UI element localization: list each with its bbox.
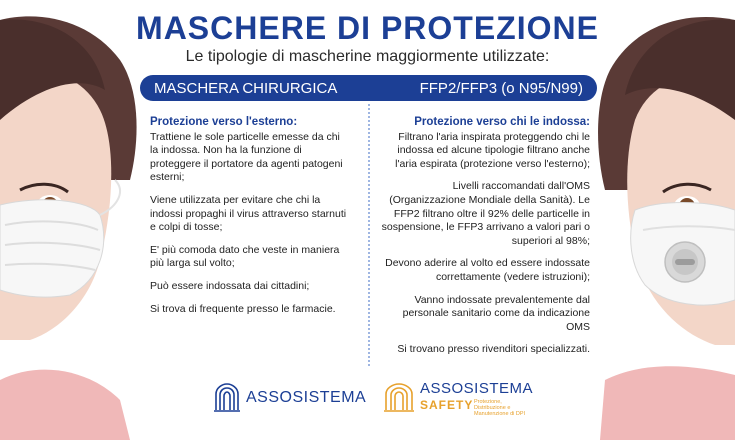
column-divider [368, 104, 370, 366]
surgical-paragraph-4: Può essere indossata dai cittadini; [150, 279, 310, 292]
assosistema-safety-mark-icon [382, 380, 416, 414]
ffp-paragraph-4: Vanno indossate prevalentemente dal personale sanitario come da indicazione OMS [402, 293, 590, 333]
assosistema-logo-text: ASSOSISTEMA [246, 389, 367, 406]
ffp-mask-heading: Protezione verso chi le indossa: [414, 116, 590, 128]
ffp-paragraph-5: Si trovano presso rivenditori specializzati. [397, 343, 590, 356]
surgical-paragraph-3: E' più comoda dato che veste in maniera più larga sul volto; [150, 243, 340, 270]
assosistema-logo [212, 380, 367, 414]
safety-tagline: Protezione, Distribuzione e Manutenzione di DPI [474, 399, 526, 417]
ffp-paragraph-1: Filtrano l'aria inspirata proteggendo chi le indossa ed alcune tipologie filtrano anche l'aria espirata (protezione verso l'esterno); [395, 130, 590, 170]
surgical-paragraph-1: Trattiene le sole particelle emesse da chi la indossa. Non ha la funzione di proteggere il portatore da agenti patogeni esterni; [150, 130, 343, 184]
page-title: MASCHERE DI PROTEZIONE [136, 10, 599, 46]
surgical-mask-label: MASCHERA CHIRURGICA [154, 80, 338, 97]
ffp-mask-column [378, 116, 590, 366]
ffp-paragraph-2: Livelli raccomandati dall'OMS (Organizzazione Mondiale della Sanità). Le FFP2 filtrano oltre il 92% delle particelle in sospensione, le FFP3 arrivano a valori pari o superiori al 98%; [381, 180, 590, 247]
surgical-mask-woman-illustration [0, 0, 160, 440]
logos-footer [212, 380, 552, 416]
ffp-mask-label: FFP2/FFP3 (o N95/N99) [419, 80, 583, 97]
mask-type-band [140, 75, 597, 101]
surgical-mask-column [150, 116, 350, 325]
assosistema-safety-logo-text: ASSOSISTEMA [420, 380, 534, 397]
page-subtitle: Le tipologie di mascherine maggiormente utilizzate: [185, 48, 550, 65]
safety-label: SAFETY [420, 398, 474, 412]
surgical-paragraph-5: Si trova di frequente presso le farmacie. [150, 302, 336, 315]
surgical-paragraph-2: Viene utilizzata per evitare che chi la indossi propaghi il virus attraverso starnuti e colpi di tosse; [150, 193, 347, 234]
ffp2-mask-woman-illustration [565, 0, 735, 440]
assosistema-safety-logo [382, 380, 557, 417]
surgical-mask-heading: Protezione verso l'esterno: [150, 116, 298, 128]
assosistema-mark-icon [212, 380, 242, 414]
ffp-paragraph-3: Devono aderire al volto ed essere indossate correttamente (vedere istruzioni); [385, 257, 590, 283]
